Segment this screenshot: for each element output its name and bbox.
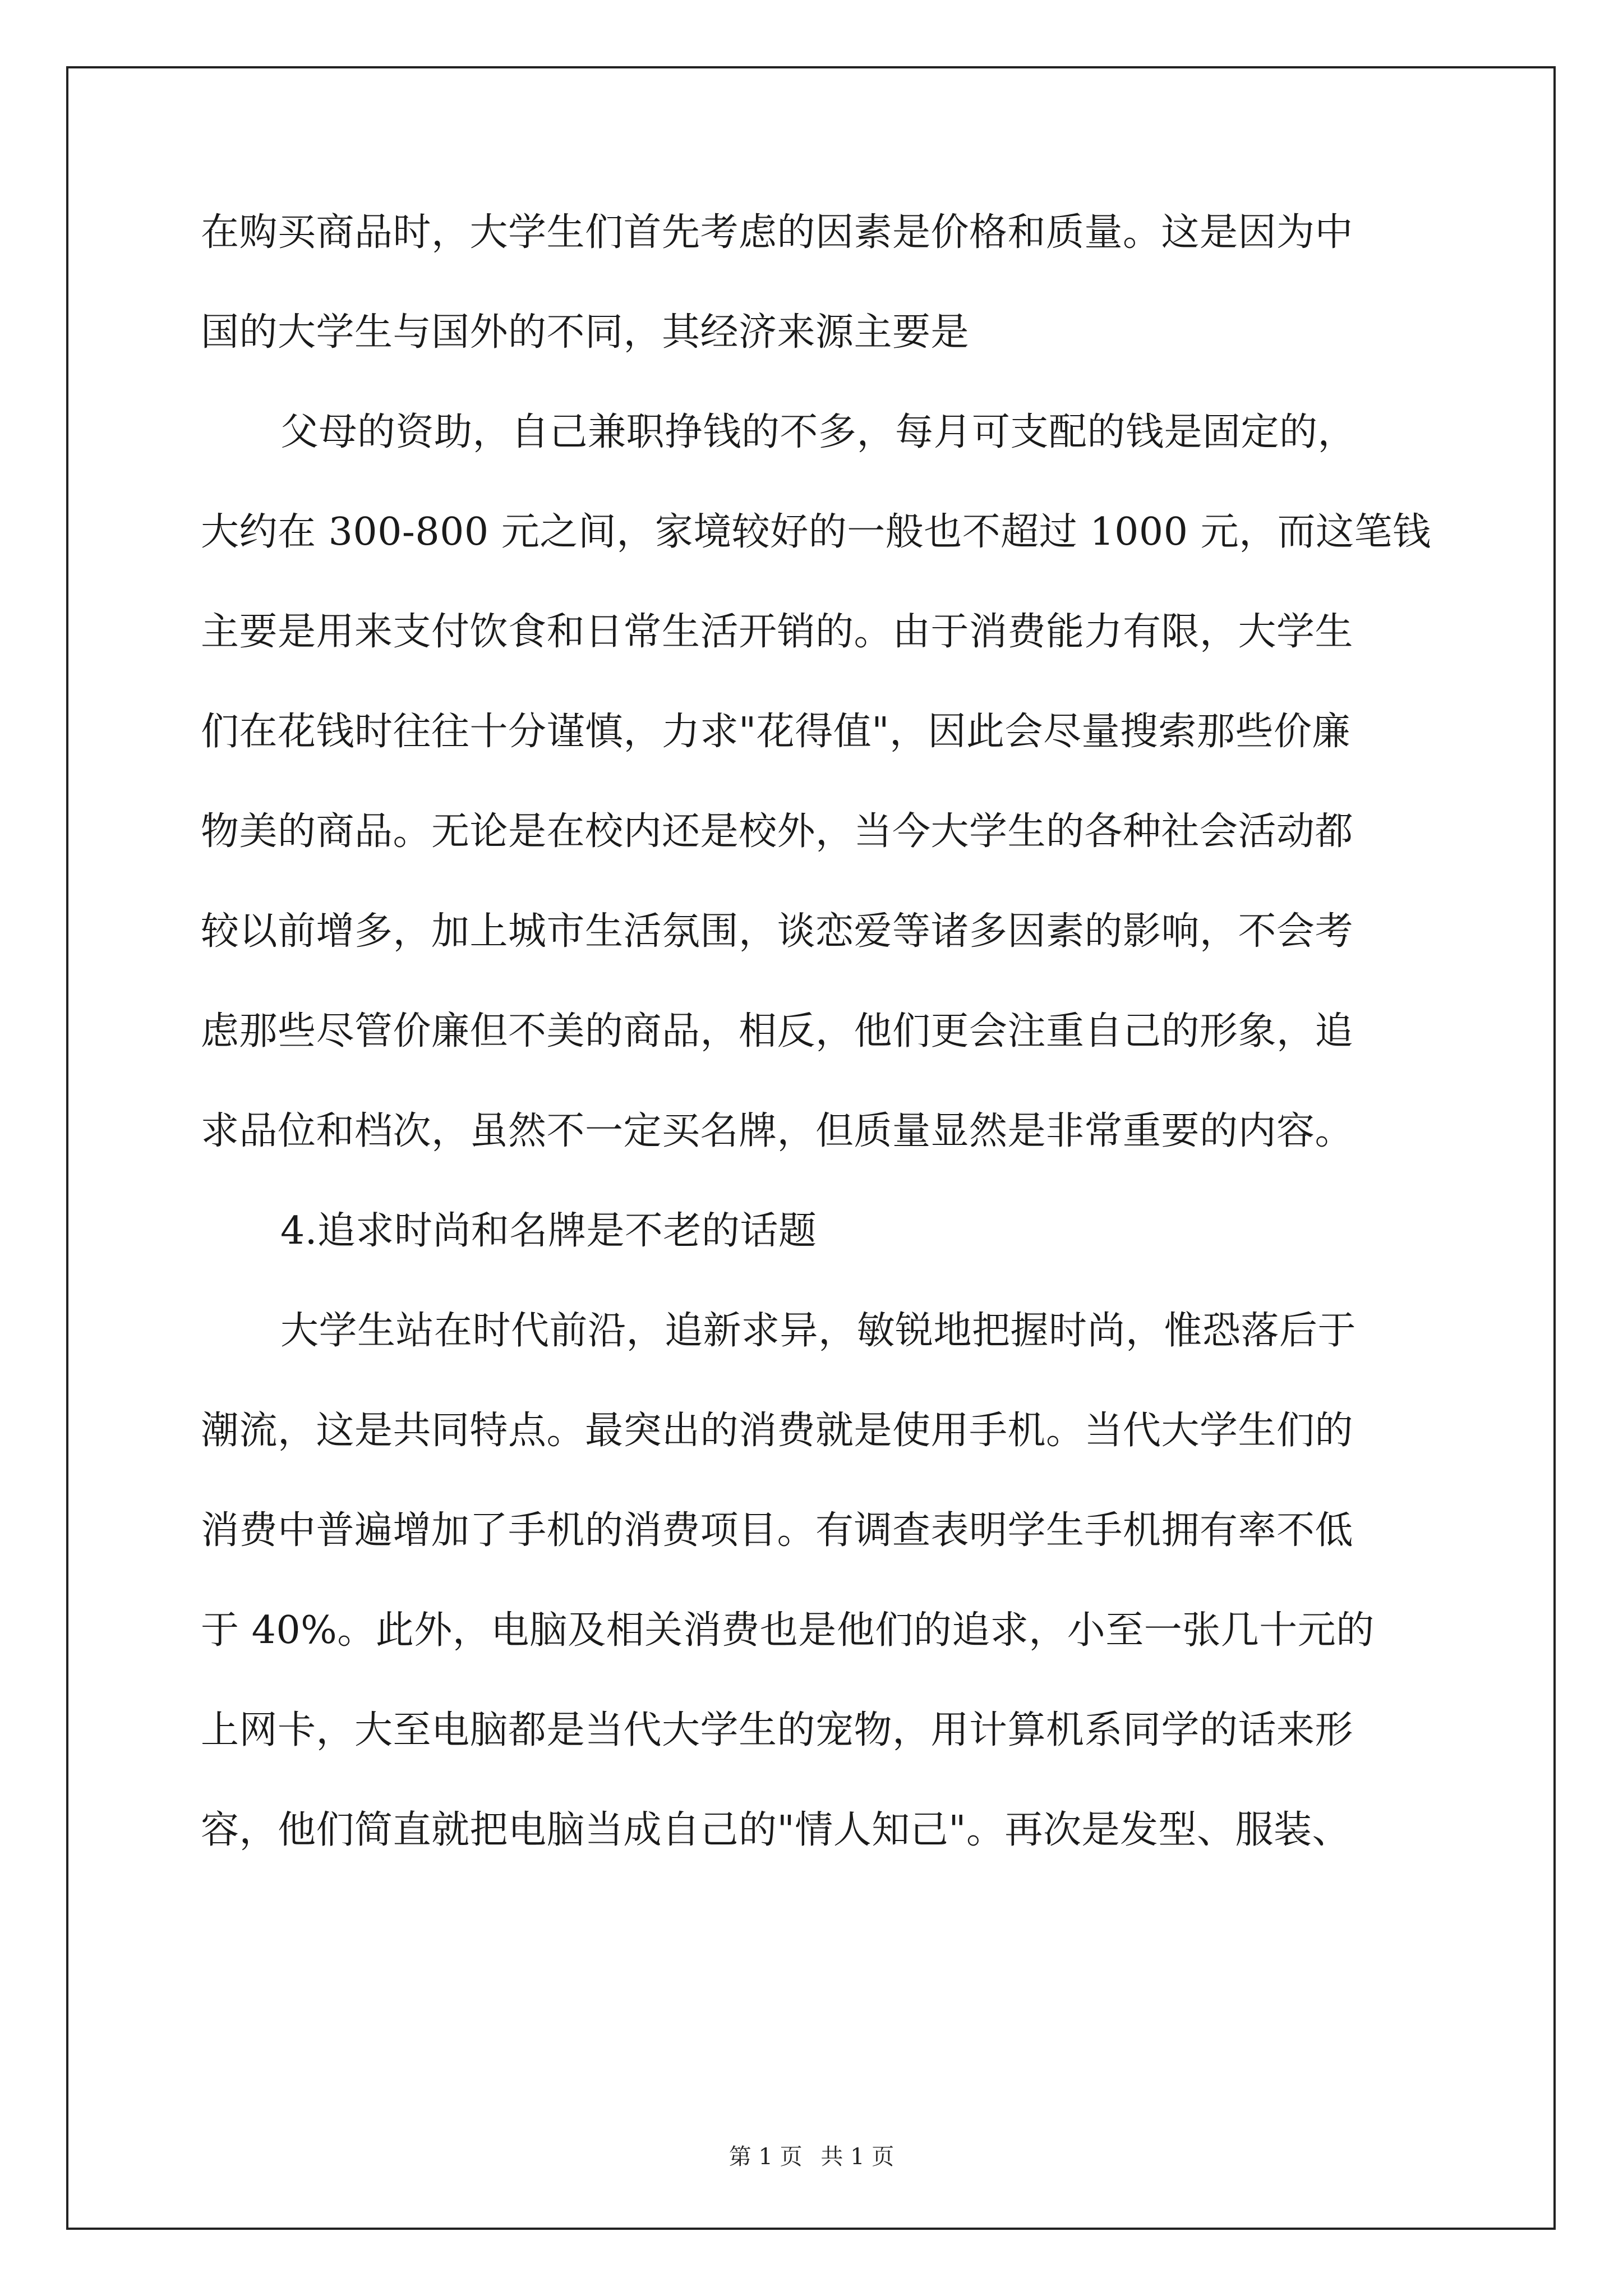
text-line: 于 40%。此外，电脑及相关消费也是他们的追求，小至一张几十元的 <box>201 1608 1375 1653</box>
text-line: 父母的资助，自己兼职挣钱的不多，每月可支配的钱是固定的， <box>280 410 1357 454</box>
text-line: 国的大学生与国外的不同，其经济来源主要是 <box>201 310 970 355</box>
section-heading: 4.追求时尚和名牌是不老的话题 <box>280 1209 817 1253</box>
text-line: 物美的商品。无论是在校内还是校外，当今大学生的各种社会活动都 <box>201 809 1354 854</box>
text-line: 潮流，这是共同特点。最突出的消费就是使用手机。当代大学生们的 <box>201 1409 1354 1453</box>
text-line: 大约在 300-800 元之间，家境较好的一般也不超过 1000 元，而这笔钱 <box>201 510 1431 554</box>
text-line: 容，他们简直就把电脑当成自己的"情人知己"。再次是发型、服装、 <box>201 1808 1351 1852</box>
text-line: 消费中普遍增加了手机的消费项目。有调查表明学生手机拥有率不低 <box>201 1508 1354 1553</box>
text-line: 们在花钱时往往十分谨慎，力求"花得值"，因此会尽量搜索那些价廉 <box>201 710 1351 754</box>
text-line: 大学生站在时代前沿，追新求异，敏锐地把握时尚，惟恐落后于 <box>280 1309 1357 1353</box>
page-footer <box>0 2140 1623 2174</box>
text-line: 在购买商品时，大学生们首先考虑的因素是价格和质量。这是因为中 <box>201 210 1354 255</box>
text-line: 虑那些尽管价廉但不美的商品，相反，他们更会注重自己的形象，追 <box>201 1009 1354 1053</box>
text-line: 求品位和档次，虽然不一定买名牌，但质量显然是非常重要的内容。 <box>201 1109 1354 1153</box>
text-line: 主要是用来支付饮食和日常生活开销的。由于消费能力有限，大学生 <box>201 610 1354 654</box>
text-line: 上网卡，大至电脑都是当代大学生的宠物，用计算机系同学的话来形 <box>201 1708 1354 1752</box>
page-number: 第 1 页 <box>728 2144 803 2170</box>
text-line: 较以前增多，加上城市生活氛围，谈恋爱等诸多因素的影响，不会考 <box>201 909 1354 954</box>
page-total: 共 1 页 <box>820 2144 895 2170</box>
